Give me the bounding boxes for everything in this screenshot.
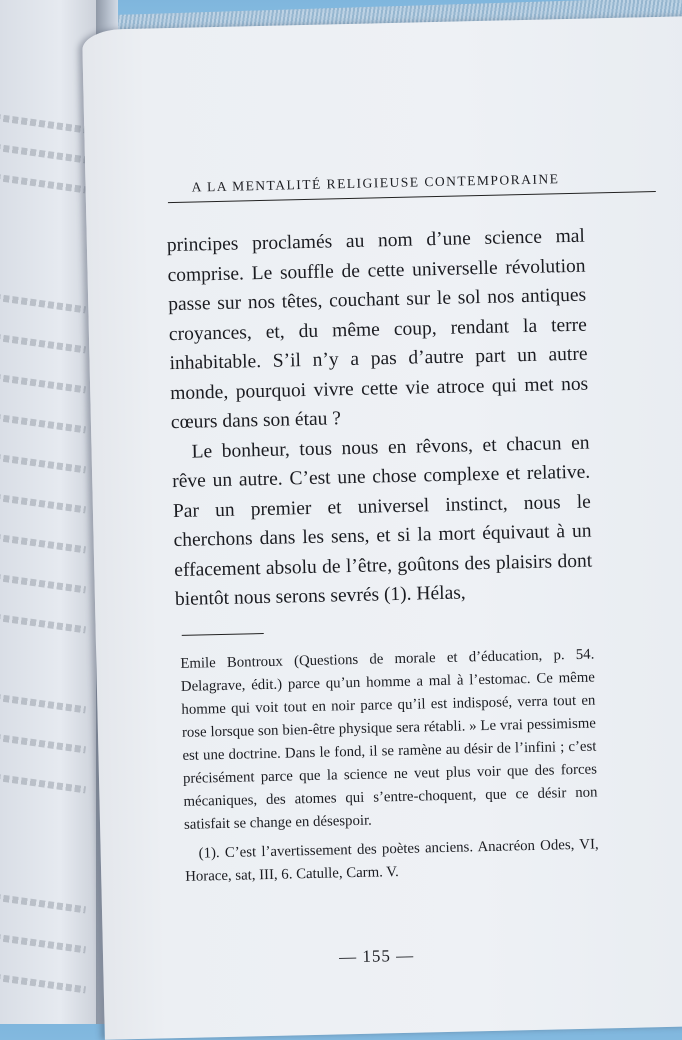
body-paragraph-1: principes proclamés au nom d’une science mal comprise. Le souffle de cette universelle révolution passe sur nos têtes, couchant sur le sol nos antiques croyances, et, du même coup, rendant la terre inhabitable. S’il n’y a pas d’autre part un autre monde, pourquoi vivre cette vie atroce qui met nos cœurs dans son étau ?: [166, 225, 589, 434]
footnote-rule: [182, 633, 264, 636]
book-page: [82, 16, 682, 1040]
body-text: [167, 222, 594, 615]
running-head: A LA MENTALITÉ RELIGIEUSE CONTEMPORAINE: [191, 171, 560, 195]
page-number: — 155 —: [338, 945, 415, 967]
body-paragraph-2: Le bonheur, tous nous en rêvons, et chacun en rêve un autre. C’est une chose complexe et relative. Par un premier et universel instinct, nous le cherchons dans les sens, et si la mort équivaut à un effacement absolu de l’être, goûtons des plaisirs dont bientôt nous serons sevrés (1). Hélas,: [172, 432, 593, 611]
footnote-continued: Emile Bontroux (Questions de morale et d’éducation, p. 54. Delagrave, édit.) parce qu’un homme a mal à l’estomac. Ce même homme qui voit tout en noir parce qu’il est indisposé, verra tout en rose lorsque son bien-être physique sera rétabli. » Le vrai pessimisme est une doctrine. Dans le fond, il se ramène au désir de l’infini ; c’est précisément parce que la science ne veut plus voir que des forces mécaniques, des atomes qui s’entre-choquent, que ce désir non satisfait se change en désespoir.: [180, 646, 598, 833]
footnotes: [180, 644, 599, 889]
footnote-1: (1). C’est l’avertissement des poètes anciens. Anacréon Odes, VI, Horace, sat, III, 6. Catulle, Carm. V.: [185, 836, 599, 885]
